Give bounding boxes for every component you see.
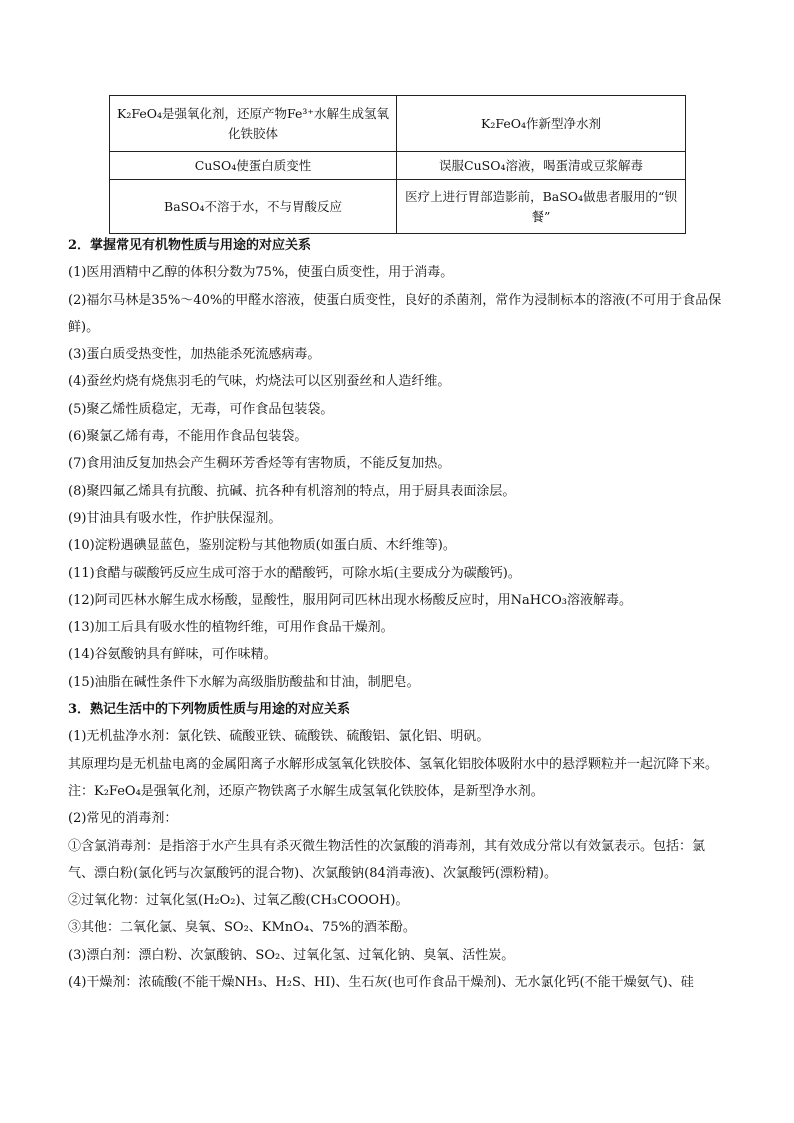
paragraph: 注：K₂FeO₄是强氧化剂，还原产物铁离子水解生成氢氧化铁胶体，是新型净水剂。 [68,783,544,799]
list-item: (12)阿司匹林水解生成水杨酸，显酸性，服用阿司匹林出现水杨酸反应时，用NaHCO₃溶液解毒。 [68,592,632,608]
list-item: (8)聚四氟乙烯具有抗酸、抗碱、抗各种有机溶剂的特点，用于厨具表面涂层。 [68,483,516,499]
list-item: (13)加工后具有吸水性的植物纤维，可用作食品干燥剂。 [68,620,394,636]
property-use-table [109,95,686,234]
paragraph: (2)常见的消毒剂： [68,811,178,827]
section-heading: 2．掌握常见有机物性质与用途的对应关系 [68,238,312,253]
list-item: (9)甘油具有吸水性，作护肤保湿剂。 [68,510,282,526]
table-cell-property: CuSO₄使蛋白质变性 [110,152,397,180]
table-cell-use: 医疗上进行胃部造影前，BaSO₄做患者服用的“钡餐” [397,180,686,234]
paragraph: ①含氯消毒剂：是指溶于水产生具有杀灭微生物活性的次氯酸的消毒剂，其有效成分常以有效氯表示。包括：氯气、漂白粉(氯化钙与次氯酸钙的混合物)、次氯酸钠(84消毒液)、次氯酸钙(漂粉精)。 [68,838,706,881]
list-item: (14)谷氨酸钠具有鲜味，可作味精。 [68,647,277,663]
table-cell-use: K₂FeO₄作新型净水剂 [397,96,686,152]
paragraph: (1)无机盐净水剂：氯化铁、硫酸亚铁、硫酸铁、硫酸铝、氯化铝、明矾。 [68,729,490,745]
paragraph: (3)漂白剂：漂白粉、次氯酸钠、SO₂、过氧化氢、过氧化钠、臭氧、活性炭。 [68,947,515,963]
list-item: (10)淀粉遇碘显蓝色，鉴别淀粉与其他物质(如蛋白质、木纤维等)。 [68,538,456,554]
table-row [110,180,686,234]
table-cell-property: BaSO₄不溶于水，不与胃酸反应 [110,180,397,234]
table-cell-use: 误服CuSO₄溶液，喝蛋清或豆浆解毒 [397,152,686,180]
table-row [110,152,686,180]
table-cell-property: K₂FeO₄是强氧化剂，还原产物Fe³⁺水解生成氢氧化铁胶体 [110,96,397,152]
paragraph: ②过氧化物：过氧化氢(H₂O₂)、过氧乙酸(CH₃COOOH)。 [68,893,409,909]
paragraph: ③其他：二氧化氯、臭氧、SO₂、KMnO₄、75%的酒苯酚。 [68,920,416,936]
list-item: (5)聚乙烯性质稳定，无毒，可作食品包装袋。 [68,401,334,417]
list-item: (3)蛋白质受热变性，加热能杀死流感病毒。 [68,347,321,363]
list-item: (15)油脂在碱性条件下水解为高级脂肪酸盐和甘油，制肥皂。 [68,674,420,690]
list-item: (6)聚氯乙烯有毒，不能用作食品包装袋。 [68,429,308,445]
body-text [68,232,728,996]
table-row [110,96,686,152]
list-item: (11)食醋与碳酸钙反应生成可溶于水的醋酸钙，可除水垢(主要成分为碳酸钙)。 [68,565,521,581]
section-heading: 3．熟记生活中的下列物质性质与用途的对应关系 [68,702,351,718]
list-item: (2)福尔马林是35%～40%的甲醛水溶液，使蛋白质变性，良好的杀菌剂，常作为浸制标本的溶液(不可用于食品保鲜)。 [68,292,722,335]
list-item: (7)食用油反复加热会产生稠环芳香烃等有害物质，不能反复加热。 [68,456,451,472]
list-item: (4)蚕丝灼烧有烧焦羽毛的气味，灼烧法可以区别蚕丝和人造纤维。 [68,374,451,390]
paragraph: 其原理均是无机盐电离的金属阳离子水解形成氢氧化铁胶体、氢氧化铝胶体吸附水中的悬浮颗粒并一起沉降下来。 [68,756,719,772]
paragraph: (4)干燥剂：浓硫酸(不能干燥NH₃、H₂S、HI)、生石灰(也可作食品干燥剂)、无水氯化钙(不能干燥氨气)、硅 [68,975,694,991]
list-item: (1)医用酒精中乙醇的体积分数为75%，使蛋白质变性，用于消毒。 [68,265,454,281]
